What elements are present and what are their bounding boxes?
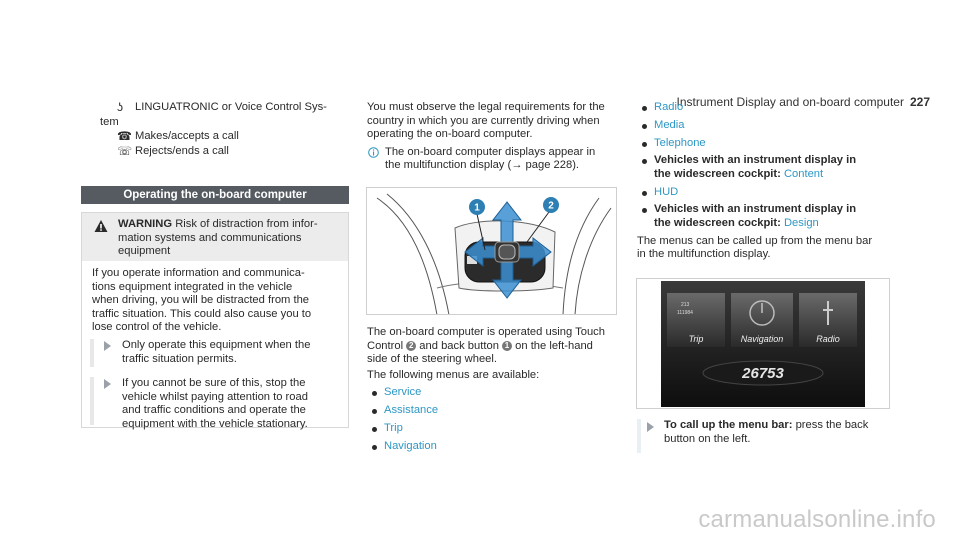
menu-link-navigation[interactable]: Navigation: [384, 439, 437, 452]
bullet-line: equipment with the vehicle stationary.: [122, 417, 308, 430]
menu-link-radio[interactable]: Radio: [654, 101, 684, 113]
note-line: the multifunction display (→ page 228).: [385, 159, 580, 172]
menu-list: [637, 101, 897, 231]
step-arrow-icon: [647, 422, 654, 432]
menu-list: [367, 386, 617, 457]
dash-small-text: 111984: [677, 310, 693, 316]
watermark: carmanualsonline.info: [698, 506, 936, 533]
legend-voice-cont: [100, 116, 349, 130]
para-line: side of the steering wheel.: [367, 353, 497, 366]
warning-line: Risk of distraction from infor-: [175, 218, 318, 230]
intro-line: operating the on-board computer.: [367, 128, 533, 141]
list-item: [367, 440, 617, 458]
intro-text: [367, 101, 617, 173]
callout-1-ref: 1: [502, 341, 512, 351]
menu-link-hud[interactable]: HUD: [654, 185, 679, 198]
condition-text: the widescreen cockpit:: [654, 216, 781, 229]
warning-line: mation systems and communications: [118, 231, 302, 244]
legend-text: LINGUATRONIC or Voice Control Sys-: [135, 101, 327, 113]
menu-link-assistance[interactable]: Assistance: [384, 404, 439, 417]
step-text: press the back: [792, 419, 869, 431]
warning-body: [92, 267, 342, 335]
bullet-line: and traffic conditions and operate the: [122, 404, 306, 417]
warning-box: [81, 212, 349, 428]
voice-control-icon: ʖ: [117, 100, 123, 114]
callout-2: [543, 197, 559, 213]
dash-tab-navigation: Navigation: [740, 334, 784, 344]
body-line: when driving, you will be distracted from the: [92, 294, 310, 307]
steering-wheel-figure: [366, 187, 617, 315]
list-item: [367, 404, 617, 422]
multifunction-display-figure: [636, 278, 890, 409]
condition-text: Vehicles with an instrument display in: [654, 203, 857, 216]
menu-link-trip[interactable]: Trip: [384, 421, 403, 434]
icon-legend: [100, 100, 349, 159]
callout-label: 2: [548, 200, 554, 212]
odometer-readout: 26753: [742, 365, 784, 382]
list-item: [637, 101, 897, 119]
menus-intro: The following menus are available:: [367, 368, 540, 381]
page-number: 227: [909, 95, 930, 109]
step-arrow-icon: [104, 379, 111, 389]
condition-text: the widescreen cockpit:: [654, 167, 781, 180]
warning-icon: [94, 219, 108, 233]
menu-link-service[interactable]: Service: [384, 386, 422, 399]
list-item: [637, 203, 897, 230]
callout-2-ref: 2: [406, 341, 416, 351]
operation-text: [367, 326, 617, 458]
para-line: Control 2 and back button 1 on the left-hand: [367, 339, 593, 352]
instruction-step: [637, 419, 890, 453]
legend-text: tem: [100, 115, 119, 128]
info-icon: [368, 147, 379, 158]
list-item: [637, 137, 897, 155]
dash-small-text: 213: [681, 302, 690, 308]
header-title: Instrument Display and on-board computer: [676, 95, 904, 109]
menu-list-continued: [637, 101, 897, 262]
menu-bar-illustration: [637, 279, 891, 410]
legend-text: Makes/accepts a call: [135, 130, 239, 143]
legend-reject: [117, 145, 349, 159]
body-line: traffic situation. This could also cause you to: [92, 307, 312, 320]
section-title: Operating the on-board computer: [81, 186, 349, 204]
bullet-line: If you cannot be sure of this, stop the: [122, 377, 306, 389]
para-line: in the multifunction display.: [637, 248, 771, 261]
legend-text: Rejects/ends a call: [135, 144, 229, 157]
warning-header: [82, 213, 348, 261]
steering-controls-illustration: [367, 188, 617, 315]
para-line: The menus can be called up from the menu bar: [637, 234, 873, 247]
legend-accept: [117, 130, 349, 144]
phone-accept-icon: ☎: [117, 129, 132, 144]
para-line: The on-board computer is operated using Touch: [367, 326, 605, 338]
body-line: If you operate information and communica-: [92, 267, 305, 279]
intro-line: country in which you are currently driving when: [367, 114, 600, 127]
list-item: [367, 422, 617, 440]
warning-label: WARNING: [118, 218, 173, 230]
list-item: [637, 154, 897, 181]
intro-line: You must observe the legal requirements for the: [367, 101, 605, 113]
list-item: [637, 119, 897, 137]
step-arrow-icon: [104, 341, 111, 351]
bullet-line: Only operate this equipment when the: [122, 339, 311, 351]
menu-link-design[interactable]: Design: [783, 216, 819, 229]
menu-link-media[interactable]: Media: [654, 118, 685, 131]
step-label: To call up the menu bar:: [664, 419, 793, 431]
menu-link-telephone[interactable]: Telephone: [654, 136, 706, 149]
note-line: The on-board computer displays appear in: [385, 145, 596, 158]
warning-line: equipment: [118, 245, 171, 258]
warning-text: [118, 218, 338, 259]
phone-reject-icon: ☏: [117, 143, 133, 158]
step-text: button on the left.: [664, 432, 751, 445]
list-item: [367, 386, 617, 404]
bullet-line: traffic situation permits.: [122, 352, 237, 365]
body-line: lose control of the vehicle.: [92, 321, 222, 334]
dash-tab-radio: Radio: [816, 334, 840, 344]
dash-tab-trip: Trip: [688, 334, 704, 344]
callout-label: 1: [474, 202, 480, 214]
menu-link-content[interactable]: Content: [783, 167, 824, 180]
list-item: [637, 186, 897, 204]
legend-voice: [117, 101, 349, 115]
condition-text: Vehicles with an instrument display in: [654, 154, 857, 167]
callout-1: [469, 199, 485, 215]
note: [367, 146, 617, 173]
bullet-line: vehicle whilst paying attention to road: [122, 390, 308, 403]
body-line: tions equipment integrated in the vehicle: [92, 280, 293, 293]
